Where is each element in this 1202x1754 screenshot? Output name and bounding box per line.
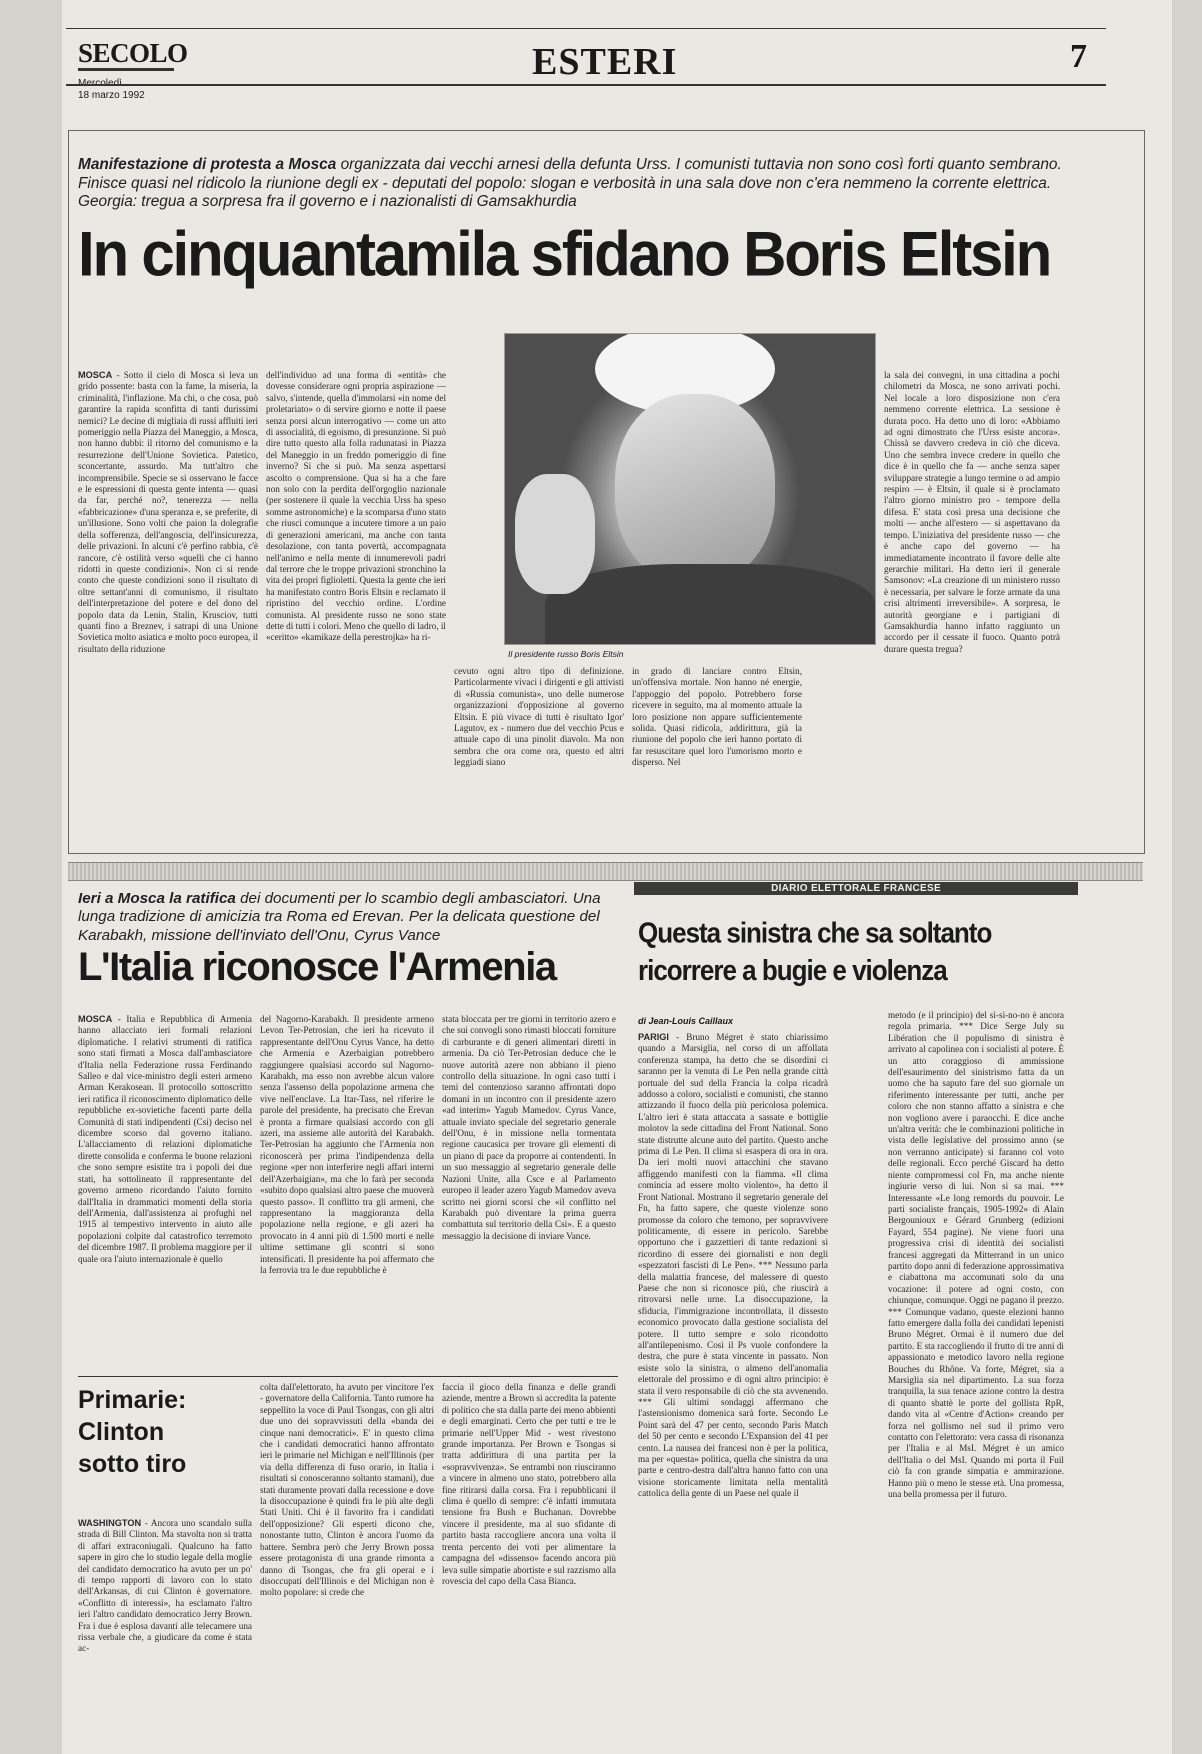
article1-col5 (884, 370, 1060, 846)
headline-line-3: sotto tiro (78, 1450, 187, 1478)
paper-name: SECOLO (78, 38, 188, 68)
dateline: PARIGI (638, 1032, 669, 1042)
photo-caption: Il presidente russo Boris Eltsin (508, 649, 624, 659)
article1-col4 (632, 666, 802, 846)
article4-col2 (888, 1010, 1064, 1740)
article2-col1 (78, 1014, 252, 1370)
article-france (630, 880, 1150, 1750)
article2-col2 (260, 1014, 434, 1370)
section-title: ESTERI (532, 41, 678, 83)
article3-col2 (260, 1382, 434, 1738)
body-text: faccia il gioco della finanza e delle grandi aziende, mentre a Brown si accredita la patente di politico che sta dalla parte dei meno abbienti e degli emarginati. Certo che per tutti e tre le primarie nell'Upper Mid - west rivestono grande importanza. Per Brown e Tsongas si tratta addirittura di una partita per la «sopravvivenza». Se entrambi non riusciranno a vincere in almeno uno stato, potrebbero alla fine ritirarsi dalla corsa. Fra i repubblicani il clima è quello di sempre: c'è infatti immutata tensione fra Bush e Buchanan. Dovrebbe vincere il presidente, ma al suo sfidante di partito basta raccogliere ancora una volta il trenta percento dei voti per alimentare la campagna del «dissenso» facendo ancora più leva sulle simpatie abortiste e sul razzismo alla rovescia del capo della Casa Bianca. (442, 1382, 616, 1586)
headline-line-2: Clinton (78, 1418, 165, 1446)
body-text: - Ancora uno scandalo sulla strada di Bill Clinton. Ma stavolta non si tratta di affari extraconiugali. Qualcuno ha fatto sapere in giro che lo studio legale della moglie del candidato democratico ha avuto per un po' di tempo rapporti di lavoro con lo stato dell'Arkansas, di cui Clinton è governatore. «Conflitto di interessi», ha esclamato l'altro ieri l'altro candidato democratico Jerry Brown. Fra i due è esplosa davanti alle telecamere una rissa verbale che, a giudicare da come è stata ac- (78, 1518, 252, 1654)
article3-col3 (442, 1382, 616, 1738)
kicker-lead: Ieri a Mosca la ratifica (78, 890, 236, 907)
article-eltsin (62, 130, 1172, 860)
masthead-date: 18 marzo 1992 (78, 90, 145, 101)
body-text: stata bloccata per tre giorni in territorio azero e che sui convogli sono rimasti bloccati forniture di carburante e di generi alimentari diretti in armenia. Da ciò Ter-Petrosian deduce che le nuove autorità azere non abbiano il pieno controllo della situazione. In ogni caso tutti i temi del contenzioso saranno affrontati dopo domani in un incontro con il presidente azero «ad interim» Yagub Mamedov. Cyrus Vance, attuale inviato speciale del segretario generale dell'Onu, è in missione nella tormentata regione caucasica per trovare gli elementi di un piano di pace da proporre ai contendenti. In un suo messaggio al segretario generale delle Nazioni Unite, alla Csce e al Parlamento europeo il leader azero Yagub Mamedov aveva scritto nei giorni scorsi che «il conflitto nel Karabakh può diventare la prima guerra combattuta sul territorio della Csi». E a questo messaggio la decisione di inviare Vance. (442, 1014, 616, 1241)
headline: L'Italia riconosce l'Armenia (78, 945, 556, 989)
masthead-rule (66, 84, 1106, 86)
headline: In cinquantamila sfidano Boris Eltsin (78, 218, 1051, 290)
dateline: MOSCA (78, 370, 113, 380)
masthead (62, 0, 1172, 120)
paper-name-underline (78, 68, 174, 71)
headline (78, 1384, 258, 1480)
headline-line-1: Primarie: (78, 1386, 187, 1414)
article4-col1 (638, 1032, 828, 1740)
headline-line-1: Questa sinistra che sa soltanto (638, 916, 992, 950)
body-text: - Sotto il cielo di Mosca si leva un grido possente: basta con la fame, la miseria, la criminalità, l'inflazione. Ma chi, o che cosa, può garantire la rapida sconfitta di tanti durissimi nemici? Le decine di migliaia di russi affluiti ieri pomeriggio nella Piazza del Maneggio, a Mosca, non hanno dubbi: il ritorno del comunismo e la resurrezione dell'Unione Sovietica. Patetico, sconcertante, assurdo. Ma tutt'altro che incomprensibile. Specie se si osservano le facce e le espressioni di questa gente intenta — quasi da far, perché no?, tenerezza — nella «fabbricazione» d'una speranza e, se preferite, di un'illusione. Sono volti che paion la dolegrafie della sofferenza, dell'angoscia, dell'insicurezza, delle privazioni. In alcuni c'è perfino rabbia, c'è rancore, c'è ostilità verso «quelli che ci hanno ridotti in queste condizioni». Non ci si rende conto che queste condizioni sono il risultato di oltre settant'anni di comunismo, il risultato dell'interpretazione del potere e del dono del popolo data da Lenin, Stalin, Krusciov, tutti quanti fino a Breznev, i satrapi di una Unione Sovietica molto asiatica e molto poco europea, il risultato della riduzione (78, 370, 258, 654)
portrait-face (615, 394, 775, 584)
headline-line-2: ricorrere a bugie e violenza (638, 953, 947, 987)
article-armenia (62, 882, 702, 1382)
article3-col1 (78, 1518, 252, 1738)
section-banner: DIARIO ELETTORALE FRANCESE (634, 882, 1078, 895)
kicker (78, 156, 1108, 212)
body-text: in grado di lanciare contro Eltsin, un'offensiva mortale. Non hanno né energie, l'appoggio del popolo. Potrebbero forse ricevere in seguito, ma al momento attuale la loro posizione non appare sufficientemente solida. Quasi ridicola, addirittura, già la riunione del popolo che ieri hanno portato di far resuscitare quel loro l'umorismo morto e disperso. Nel (632, 666, 802, 768)
body-text: colta dall'elettorato, ha avuto per vincitore l'ex - governatore della California. Tanto rumore ha seppellito la voce di Paul Tsongas, con gli altri due uno dei sopravvissuti della «banda dei cinque nani democratici». E' in questo clima che i candidati democratici hanno affrontato ieri le primarie nel Michigan e nell'Illinois (per via della differenza di fuso orario, in Italia i risultati si conosceranno soltanto stamani), due stati duramente provati dalla recessione e dove la disoccupazione è quindi fra le più alte degli Stati Uniti. Chi è il favorito fra i candidati dell'opposizione? Gli esperti dicono che, nonostante tutto, Clinton è ancora l'uomo da battere. Sembra però che Jerry Brown possa essere protagonista di una grande rimonta a danno di Tsongas, che fra gli operai e i disoccupati dell'Illinois e del Michigan non è molto popolare: si crede che (260, 1382, 434, 1598)
section-divider-band (68, 862, 1143, 881)
kicker-rest: dei documenti per lo scambio degli ambasciatori. Una lunga tradizione di amicizia tra Roma ed Erevan. Per la delicata questione del Karabakh, missione dell'inviato dell'Onu, Cyrus Vance (78, 890, 601, 944)
dateline: MOSCA (78, 1014, 113, 1024)
top-rule (66, 28, 1106, 29)
body-text: metodo (e il principio) del sì-sì-no-no è ancora regola primaria. *** Dice Serge July su Libération che il populismo di sinistra è arrivato al capolinea con i socialisti al potere. È un atto coraggioso di ammissione dell'esaurimento del sinistrismo fatta da un uomo che ha saputo fare del suo giornale un riferimento interessante per tutti, anche per coloro che non stanno affatto a sinistra e che non vogliono avere i paraocchi. E dice anche un'altra verità: che le combinazioni politiche in vista delle legislative del prossimo anno (se non verranno anticipate) si faranno col voto delle regionali. Ecco perché Giscard ha detto niente compromessi col Fn, ma anche niente ingiurie verso di lui. Non si sa mai. *** Interessante «Le long remords du pouvoir. Le parti socialiste français, 1905-1992» di Alain Bergounioux e Gérard Grunberg (edizioni Fayard, 554 pagine). Ne viene fuori una progressiva crisi di identità dei socialisti francesi aggregati da Mitterrand in un unico partito dopo anni di federazione approssimativa e ciabattona ma accomunati solo da una vocazione: il potere ad ogni costo, con chiunque, comunque. Oggi ne pagano il prezzo. *** Comunque vadano, queste elezioni hanno fatto emergere dalla folla dei candidati lepenisti Bruno Mégret. Ormai è il numero due del partito. E sta raccogliendo il frutto di tre anni di appassionato e metodico lavoro nella regione Bouches du Rhône. Va forte, Mégret, sia a Marsiglia sia nel dipartimento. La sua forza tranquilla, la sua tenace azione contro la destra di quanto sbattè le porte del gollista RpR, dando vita al «Centre d'Action» creando per forza nel gollismo nel sud il primo vero contatto con l'elettorato: vera cassa di risonanza per l'Italia e al MsI. Mégret è un amico dell'Italia o del MsI. Quando mi porta il Fuil ciò fa con grande simpatia e ammirazione. Hanno più o meno le stesse età. Una promessa, una bella promessa per il futuro. (888, 1010, 1064, 1500)
article-top-rule (78, 1376, 618, 1377)
kicker (78, 890, 638, 945)
body-text: del Nagorno-Karabakh. Il presidente armeno Levon Ter-Petrosian, che ieri ha ricevuto il rappresentante dell'Onu Cyrus Vance, ha detto che Armenia e Azerbaigian potrebbero raggiungere qualsiasi accordo sul Nagorno-Karabakh, ma esso non avrebbe alcun valore senza l'assenso della popolazione armena che vive nell'enclave. La Itar-Tass, nel riferire le parole del presidente, ha precisato che Erevan è pronta a firmare qualsiasi accordo con gli azeri, ma assieme alle autorità del Karabakh. Ter-Petrosian ha aggiunto che l'Armenia non riconoscerà per prima l'indipendenza della regione «per non interferire negli affari interni dell'Azerbaigian», ma che lo farà per seconda «subito dopo qualsiasi altro paese che muoverà questo passo». Il conflitto tra gli armeni, che rappresentano la maggioranza della popolazione nella regione, e gli azeri ha provocato in 4 anni più di 1.500 morti e nelle ultime settimane gli scontri si sono intensificati. Il presidente ha poi affermato che la ferrovia tra le due repubbliche è (260, 1014, 434, 1275)
body-text: la sala dei convegni, in una cittadina a pochi chilometri da Mosca, ne sono arrivati pochi. Nel locale a loro disposizione non c'era nemmeno corrente elettrica. La sessione è durata poco. Ha detto uno di loro: «Abbiamo ad ogni dimostrato che l'Urss esiste ancora». Chissà se davvero credeva in ciò che diceva. Uno che sembra invece credere in quello che dice è in quello che fa — anche senza saper sviluppare strategie a lungo termine o ad ampio respiro — è Eltsin, il quale si è proclamato l'altro giorno ministro pro - tempore della difesa. E' stata così presa una decisione che molti — anche all'estero — si aspettavano da tempo. L'iniziativa del presidente russo — che è anche capo del governo — ha immediatamente incontrato il favore delle alte gerarchie militari. Ha detto ieri il generale Samsonov: «La creazione di un ministero russo è necessaria, per salvare le forze armate da una crisi altrimenti irreversibile». A sorpresa, le autorità georgiane e i partigiani di Gamsakhurdia hanno infatto raggiunto un accordo per il cessate il fuoco. Quanto potrà durare questa tregua? (884, 370, 1060, 654)
body-text: dell'individuo ad una forma di «entità» che dovesse considerare ogni propria aspirazione — salvo, s'intende, quella d'immolarsi «in nome del proletariato» o di servire giorno e notte il paese senza porsi alcun interrogativo — come un atto di associalità, di egoismo, di presunzione. Si può dire tutto questo alla folla radunatasi in Piazza del Maneggio in un freddo pomeriggio di fine inverno? Si che si può. Ma senza aspettarsi ascolto o comprensione. Qua si ha a che fare non solo con la perdita dell'orgoglio nazionale (per sostenere il quale la vecchia Urss ha speso somme astronomiche) e la scomparsa d'uno stato che riuscì comunque a incutere timore a un paio di generazioni americani, ma anche con tanta desolazione, con tanta povertà, accompagnata nell'animo e nella mente di innumerevoli padri dal terrore che le troppe privazioni stronchino la vita dei propri figlioletti. Questa la gente che ieri ha manifestato contro Boris Eltsin e reclamato il ripristino del vecchio ordine. L'ordine comunista. Al presidente russo ne sono state dette di tutti i colori. Meno che quello di ladro, il «ceritto» «kamikaze della perestrojka» ha ri- (266, 370, 446, 643)
article1-col1 (78, 370, 258, 846)
article1-col3 (454, 666, 624, 846)
kicker-lead: Manifestazione di protesta a Mosca (78, 156, 337, 173)
article1-col2 (266, 370, 446, 846)
kicker-rest: organizzata dai vecchi arnesi della defunta Urss. I comunisti tuttavia non sono così forti quanto sembrano. Finisce quasi nel ridicolo la riunione degli ex - deputati del popolo: slogan e verbosità in una sala dove non c'era nemmeno la corrente elettrica. Georgia: tregua a sorpresa fra il governo e i nazionalisti di Gamsakhurdia (78, 156, 1062, 211)
byline: di Jean-Louis Caillaux (638, 1016, 734, 1026)
body-text: cevuto ogni altro tipo di definizione. Particolarmente vivaci i dirigenti e gli attivisti di «Russia comunista», uno delle numerose organizzazioni d'opposizione al governo Eltsin. E più vivace di tutti è risultato Igor' Lagutov, ex - numero due del vecchio Pcus e attuale capo di una pinolit diavolo. Ma non sembra che ora come ora, questo ed altri leggiadi siano (454, 666, 624, 768)
page-number: 7 (1070, 38, 1087, 75)
dateline: WASHINGTON (78, 1518, 142, 1528)
article-clinton (62, 1376, 702, 1746)
newspaper-page (62, 0, 1172, 1754)
eltsin-photo (504, 333, 876, 645)
portrait-hand (515, 474, 595, 594)
body-text: - Italia e Repubblica di Armenia hanno allacciato ieri formali relazioni diplomatiche. I relativi strumenti di ratifica sono stati firmati a Mosca dall'ambasciatore d'Italia nella Federazione russa Ferdinando Salleo e dal vice-ministro degli esteri armeno Arman Kerakosean. Il protocollo sottoscritto ieri ratifica il riconoscimento diplomatico delle repubbliche ex-sovietiche facenti parte della Comunità di stati indipendenti (Csi) deciso nel dicembre scorso dal governo italiano. L'allacciamento di relazioni diplomatiche dirette consolida e conferma le buone relazioni che sono sempre esistite tra i popoli dei due stati, ha sottolineato il rappresentante del governo armeno ricordando l'aiuto fornito dall'Italia in drammatici momenti della storia dell'Armenia, dall'assistenza ai profughi nel 1915 al tempestivo intervento in aiuto alle popolazioni colpite dal catastrofico terremoto del dicembre 1987. Il problema maggiore per il quale ora l'aiuto internazionale è quello (78, 1014, 252, 1264)
headline (638, 914, 1078, 989)
portrait-suit (545, 564, 875, 645)
article2-col3 (442, 1014, 616, 1370)
body-text: - Bruno Mégret è stato chiarissimo quando a Marsiglia, nel corso di un affollata conferenza stampa, ha detto che se disordini ci saranno per la venuta di Le Pen nella grande città portuale del sud della Francia la colpa ricadrà addosso a coloro, socialisti e comunisti, che stanno attizzando il fuoco della più pericolosa polemica. L'altro ieri è stata attaccata a sassate e bottiglie molotov la sede cittadina del Front National. Sono state distrutte alcune auto del partito. Questo anche prima di Le Pen. Il clima si esaspera di ora in ora. Da ieri molti nuovi attacchini che stavano affiggendo manifesti con la fiamma. «Il clima comincia ad essere molto violento», ha detto il Front National. Mostrano il segretario generale del Fn, ha fatto sapere, che queste violenze sono promosse da coloro che temono, per sopravvivere politicamente, di essere in pericolo. Sarebbe opportuno che i gazzettieri di tante redazioni si ricordino di essere dei giornalisti e non degli «spezzatori fascisti di Le Pen». *** Nessuno parla della malattia francese, del malessere di questo Paese che non si riconosce più, che riuscirà a ritrovarsi nelle urne. La disoccupazione, la sfiducia, l'immigrazione incontrollata, il dissesto economico provocato dalla gestione socialista del potere. Il tutto sempre e solo ricondotto all'antilepenismo. Così il Ps vuole confondere la destra, che pure è stata vincente in passato. Non esiste solo la sinistra, o almeno dell'anomalia elettorale del prossimo e di ogni altro principio: è stata il vero responsabile di ciò che sta avvenendo. *** Gli ultimi sondaggi affermano che l'astensionismo domenica sarà forte. Secondo Le Point sarà del 47 per cento, secondo Paris Match del 50 per cento e secondo L'Expansion del 41 per cento. La nausea dei francesi non è per la politica, ma per «questa» politica, quella che sinistra da una parte e centro-destra dall'altra hanno fatto con una visione storicamente limitata nella mentalità cattolica della gente di un Paese nel quale il (638, 1032, 828, 1499)
